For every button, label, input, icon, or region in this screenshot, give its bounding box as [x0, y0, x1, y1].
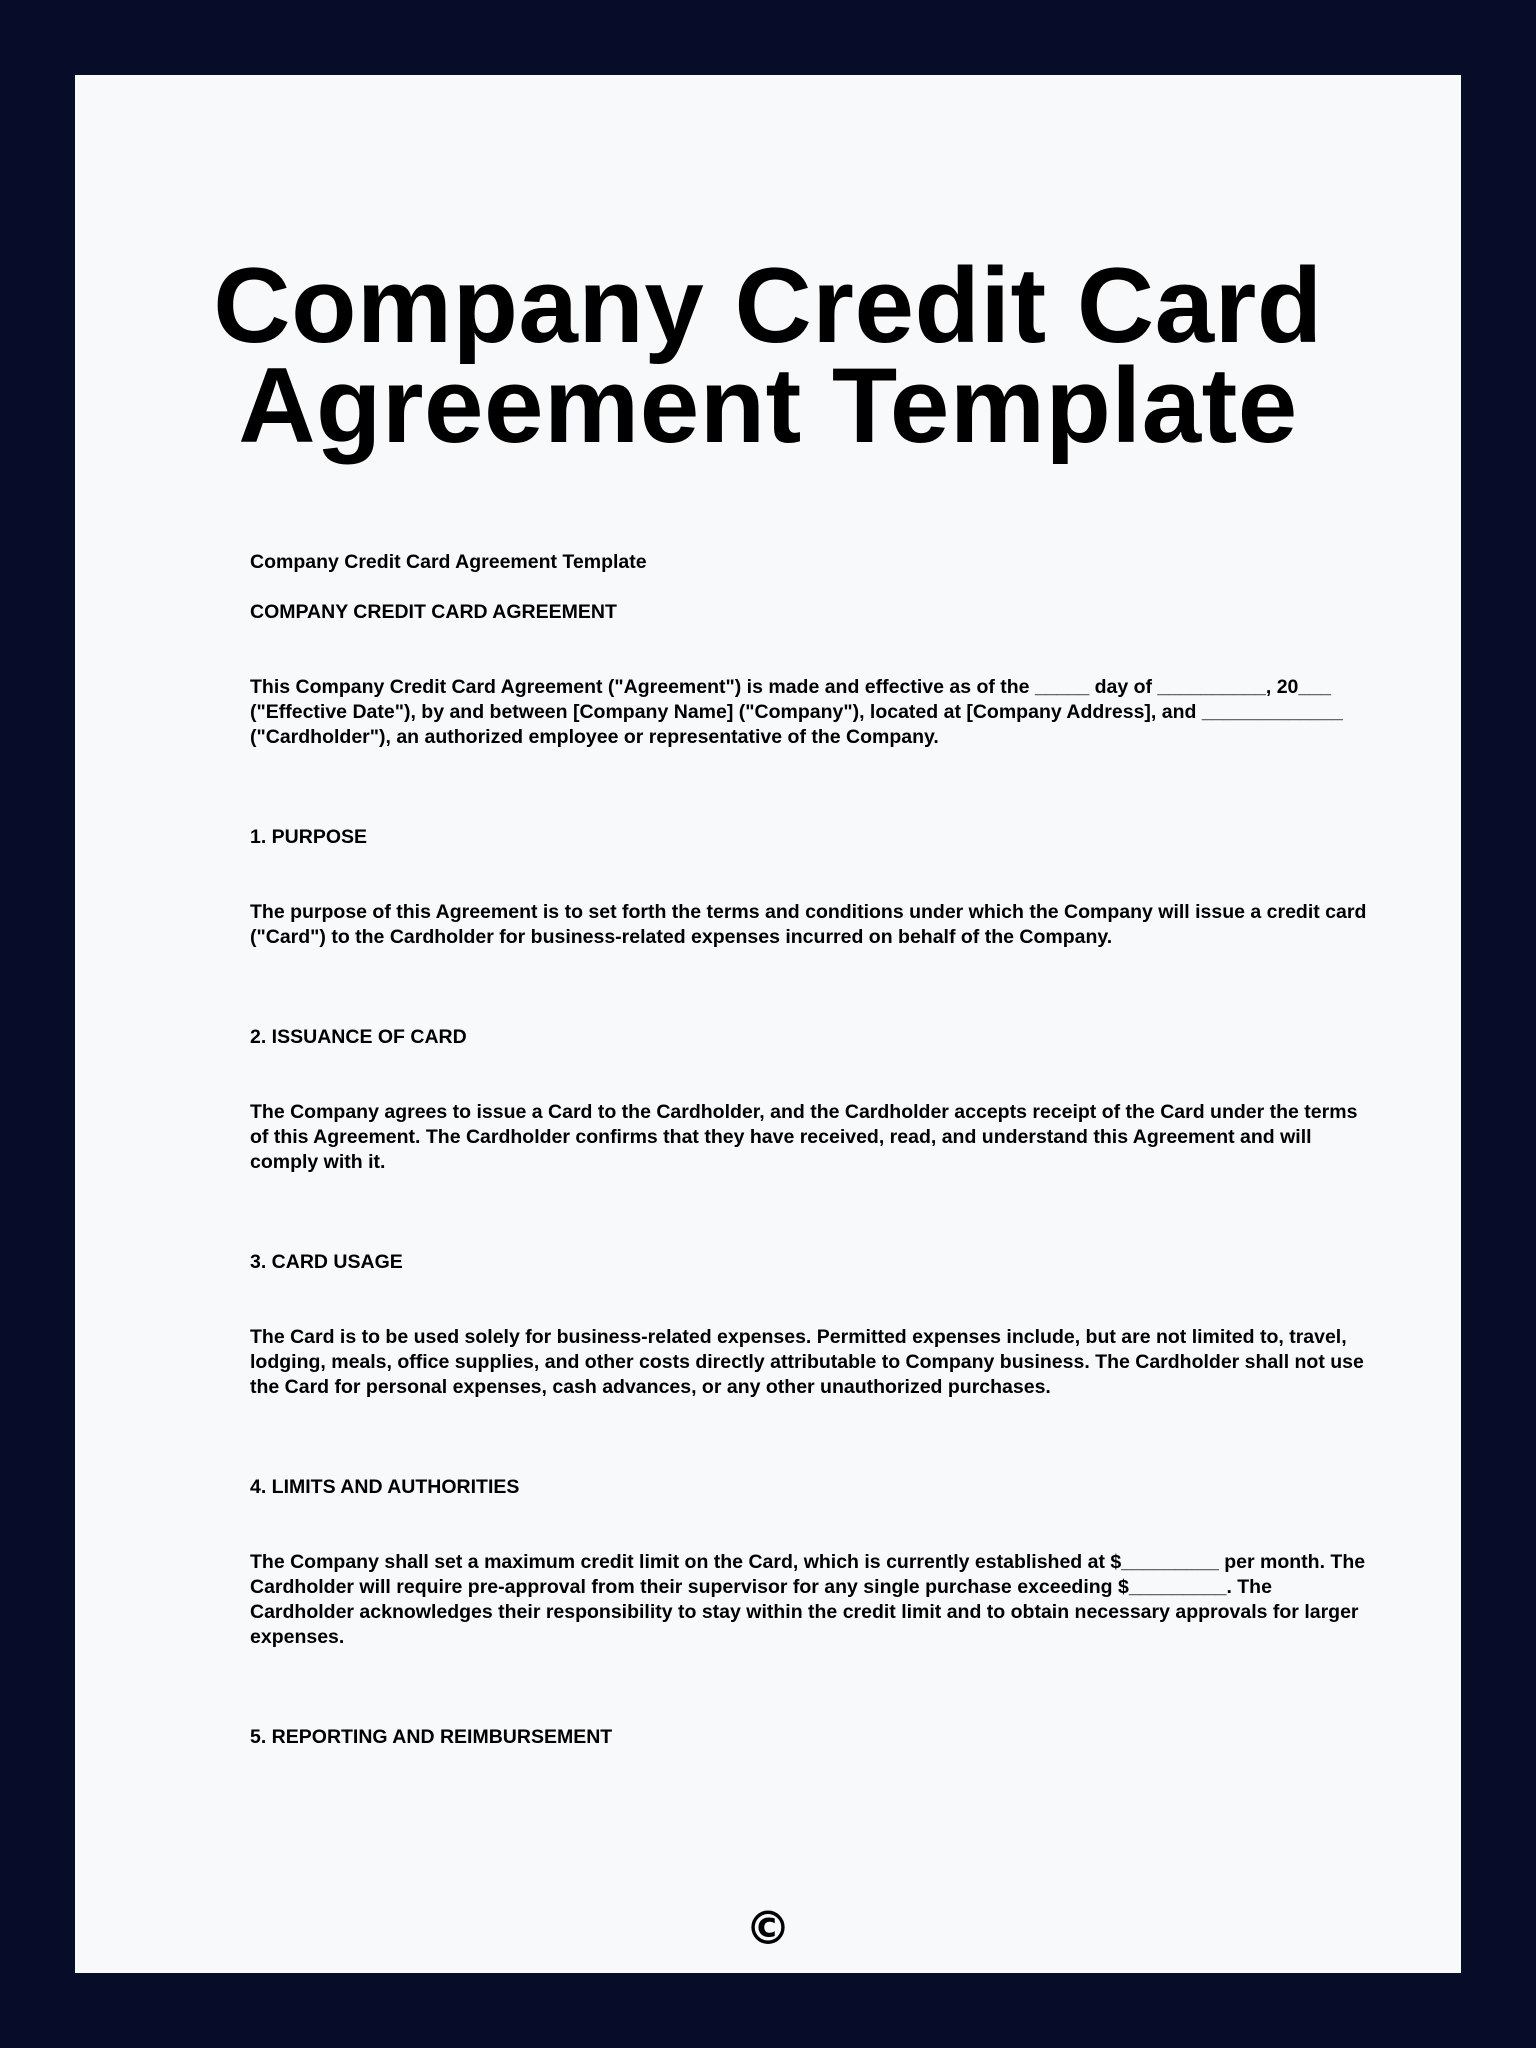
section-heading-issuance: 2. ISSUANCE OF CARD	[250, 1026, 467, 1048]
intro-paragraph: This Company Credit Card Agreement ("Agreement") is made and effective as of the _____ day of __________, 20___ ("Effective Date"), by and between [Company Name] ("Company"), located at [Company Address], and _____________ ("Cardholder"), an authorized employee or representative of the Company.	[250, 676, 1343, 748]
agreement-heading: COMPANY CREDIT CARD AGREEMENT	[250, 601, 617, 623]
section-text-issuance: The Company agrees to issue a Card to the Cardholder, and the Cardholder accepts receipt of the Card under the terms of this Agreement. The Cardholder confirms that they have received, read, and understand this Agreement and will comply with it.	[250, 1101, 1358, 1173]
section-heading-reporting: 5. REPORTING AND REIMBURSEMENT	[250, 1726, 613, 1748]
document-title-line-1: Company Credit Card	[213, 245, 1323, 365]
section-text-purpose: The purpose of this Agreement is to set forth the terms and conditions under which the Company will issue a credit card ("Card") to the Cardholder for business-related expenses incurred on behalf of the Company.	[250, 901, 1367, 948]
section-heading-card-usage: 3. CARD USAGE	[250, 1251, 403, 1273]
document-title-line-2: Agreement Template	[238, 345, 1298, 465]
document-title	[75, 245, 1461, 465]
copyright-icon: ©	[745, 1901, 791, 1955]
document-body	[250, 550, 1370, 1750]
document-page	[75, 75, 1461, 1973]
section-heading-purpose: 1. PURPOSE	[250, 826, 368, 848]
section-text-limits: The Company shall set a maximum credit limit on the Card, which is currently established at $_________ per month. The Cardholder will require pre-approval from their supervisor for any single purchase exceeding $_________. The Cardholder acknowledges their responsibility to stay within the credit limit and to obtain necessary approvals for larger expenses.	[250, 1551, 1366, 1648]
document-subtitle: Company Credit Card Agreement Template	[250, 551, 647, 573]
section-text-card-usage: The Card is to be used solely for business-related expenses. Permitted expenses include, but are not limited to, travel, lodging, meals, office supplies, and other costs directly attributable to Company business. The Cardholder shall not use the Card for personal expenses, cash advances, or any other unauthorized purchases.	[250, 1326, 1364, 1398]
section-heading-limits: 4. LIMITS AND AUTHORITIES	[250, 1476, 520, 1498]
